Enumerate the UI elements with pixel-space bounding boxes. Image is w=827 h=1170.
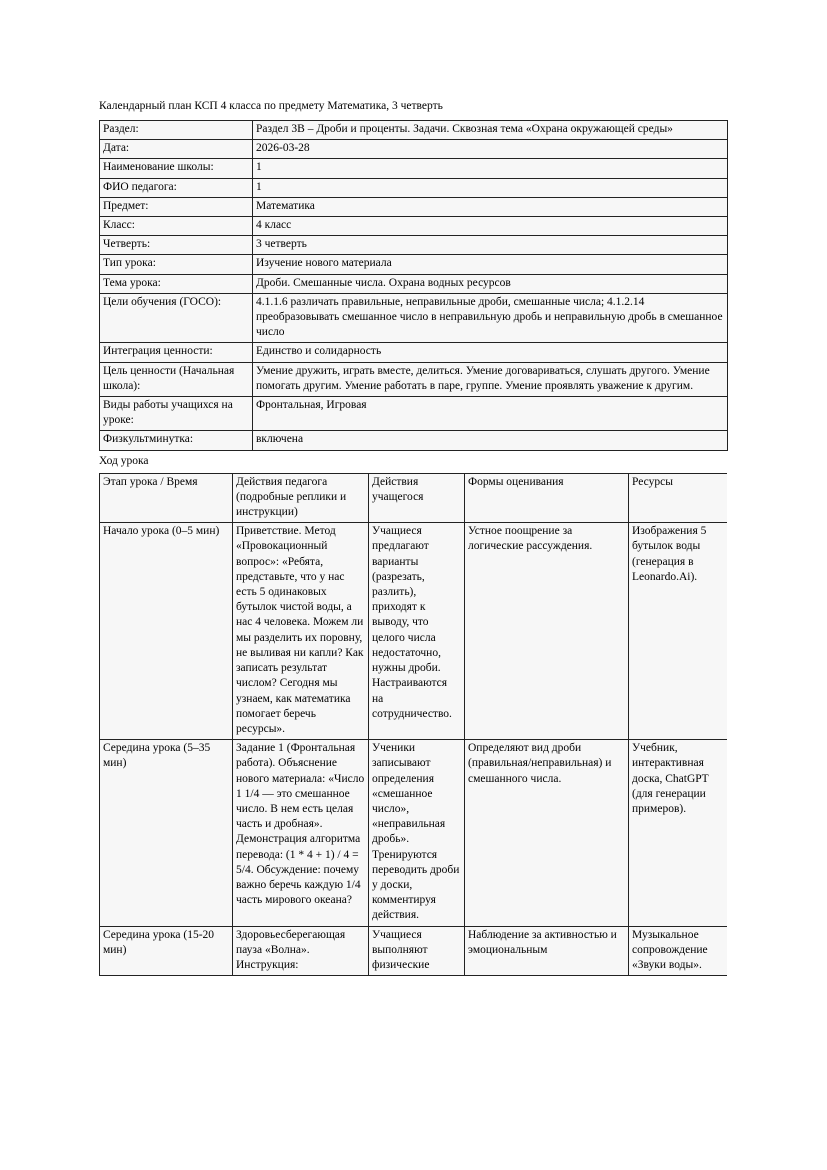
column-header: Формы оценивания xyxy=(465,473,629,523)
info-row-value: 1 xyxy=(253,178,728,197)
lesson-info-table xyxy=(99,120,728,451)
flow-resources-cell: Учебник, интерактивная доска, ChatGPT (для генерации примеров). xyxy=(629,740,728,926)
info-row-value: Дроби. Смешанные числа. Охрана водных ресурсов xyxy=(253,274,728,293)
info-row-value: 4 класс xyxy=(253,217,728,236)
info-row-value: Раздел 3В – Дроби и проценты. Задачи. Сквозная тема «Охрана окружающей среды» xyxy=(253,121,728,140)
table-row xyxy=(100,926,728,976)
table-row xyxy=(100,217,728,236)
lesson-flow-label: Ход урока xyxy=(99,454,149,467)
flow-teacher-cell: Задание 1 (Фронтальная работа). Объяснение нового материала: «Число 1 1/4 — это смешанное число. В нем есть целая часть и дробная». Демонстрация алгоритма перевода: (1 * 4 + 1) / 4 = 5/4. Обсуждение: почему важно беречь каждую 1/4 часть мирового океана? xyxy=(233,740,369,926)
table-row xyxy=(100,159,728,178)
info-row-value: Математика xyxy=(253,197,728,216)
table-row xyxy=(100,343,728,362)
flow-assessment-cell: Определяют вид дроби (правильная/неправильная) и смешанного числа. xyxy=(465,740,629,926)
lesson-flow-table xyxy=(99,473,727,977)
column-header: Действия учащегося xyxy=(369,473,465,523)
table-row xyxy=(100,362,728,396)
info-row-label: Класс: xyxy=(100,217,253,236)
lesson-flow-clip xyxy=(99,472,727,977)
info-row-label: Физкультминутка: xyxy=(100,431,253,450)
lesson-flow-head xyxy=(100,473,728,523)
info-row-value: 2026-03-28 xyxy=(253,140,728,159)
flow-stage-cell: Начало урока (0–5 мин) xyxy=(100,523,233,740)
info-row-label: Раздел: xyxy=(100,121,253,140)
table-row xyxy=(100,197,728,216)
flow-stage-cell: Середина урока (5–35 мин) xyxy=(100,740,233,926)
flow-resources-cell: Музыкальное сопровождение «Звуки воды». xyxy=(629,926,728,976)
info-row-value: 1 xyxy=(253,159,728,178)
table-row xyxy=(100,236,728,255)
table-row xyxy=(100,274,728,293)
info-row-label: Интеграция ценности: xyxy=(100,343,253,362)
column-header: Этап урока / Время xyxy=(100,473,233,523)
flow-teacher-cell: Приветствие. Метод «Провокационный вопрос»: «Ребята, представьте, что у нас есть 5 одинаковых бутылок чистой воды, а нас 4 человека. Можем ли мы разделить их поровну, не выливая ни капли? Как записать результат числом? Сегодня мы узнаем, как математика помогает беречь ресурсы». xyxy=(233,523,369,740)
info-row-value: Изучение нового материала xyxy=(253,255,728,274)
info-row-label: Виды работы учащихся на уроке: xyxy=(100,397,253,431)
flow-student-cell: Учащиеся предлагают варианты (разрезать, разлить), приходят к выводу, что целого числа недостаточно, нужны дроби. Настраиваются на сотрудничество. xyxy=(369,523,465,740)
info-row-value: Фронтальная, Игровая xyxy=(253,397,728,431)
info-row-value: Умение дружить, играть вместе, делиться. Умение договариваться, слушать другого. Умение помогать другим. Умение работать в паре, группе. Умение проявлять уважение к другим. xyxy=(253,362,728,396)
info-row-label: Наименование школы: xyxy=(100,159,253,178)
info-row-label: Цель ценности (Начальная школа): xyxy=(100,362,253,396)
table-row xyxy=(100,178,728,197)
info-row-label: Четверть: xyxy=(100,236,253,255)
flow-student-cell: Учащиеся выполняют физические xyxy=(369,926,465,976)
info-row-label: Тип урока: xyxy=(100,255,253,274)
flow-stage-cell: Середина урока (15-20 мин) xyxy=(100,926,233,976)
document-content xyxy=(99,99,727,976)
column-header: Ресурсы xyxy=(629,473,728,523)
info-row-label: ФИО педагога: xyxy=(100,178,253,197)
lesson-info-body xyxy=(100,121,728,451)
table-row xyxy=(100,140,728,159)
table-row xyxy=(100,523,728,740)
flow-teacher-cell: Здоровьесберегающая пауза «Волна». Инструкция: xyxy=(233,926,369,976)
info-row-value: 3 четверть xyxy=(253,236,728,255)
column-header: Действия педагога (подробные реплики и инструкции) xyxy=(233,473,369,523)
flow-resources-cell: Изображения 5 бутылок воды (генерация в Leonardo.Ai). xyxy=(629,523,728,740)
table-row xyxy=(100,431,728,450)
info-row-label: Дата: xyxy=(100,140,253,159)
table-row xyxy=(100,397,728,431)
info-row-value: Единство и солидарность xyxy=(253,343,728,362)
flow-student-cell: Ученики записывают определения «смешанное число», «неправильная дробь». Тренируются переводить дроби у доски, комментируя действия. xyxy=(369,740,465,926)
info-row-label: Тема урока: xyxy=(100,274,253,293)
info-row-value: включена xyxy=(253,431,728,450)
info-row-value: 4.1.1.6 различать правильные, неправильные дроби, смешанные числа; 4.1.2.14 преобразовывать смешанное число в неправильную дробь и неправильную дробь в смешанное число xyxy=(253,293,728,343)
info-row-label: Цели обучения (ГОСО): xyxy=(100,293,253,343)
flow-assessment-cell: Наблюдение за активностью и эмоциональным xyxy=(465,926,629,976)
lesson-flow-body xyxy=(100,523,728,976)
info-row-label: Предмет: xyxy=(100,197,253,216)
table-header-row xyxy=(100,473,728,523)
table-row xyxy=(100,255,728,274)
flow-assessment-cell: Устное поощрение за логические рассуждения. xyxy=(465,523,629,740)
table-row xyxy=(100,740,728,926)
table-row xyxy=(100,293,728,343)
table-row xyxy=(100,121,728,140)
page-title: Календарный план КСП 4 класса по предмету Математика, 3 четверть xyxy=(99,100,443,112)
